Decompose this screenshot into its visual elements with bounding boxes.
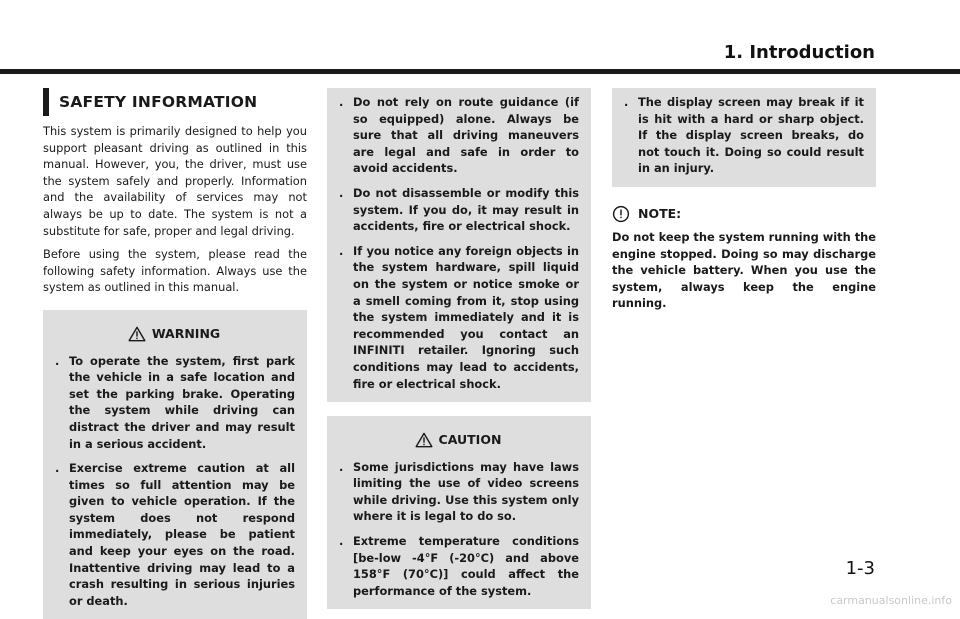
column-left	[43, 88, 307, 619]
warning-icon	[128, 326, 146, 342]
chapter-title: 1. Introduction	[723, 42, 875, 63]
intro-paragraph: This system is primarily designed to help you support pleasant driving as outlined in this manual. However, you, the driver, must use the system safely and properly. Information and the availability of services may not always be up to date. The system is not a substitute for safe, proper and legal driving.	[43, 124, 307, 238]
section-heading	[43, 88, 307, 116]
list-item	[53, 460, 295, 609]
list-item-text: If you notice any foreign objects in the system hardware, spill liquid on the system or notice smoke or a smell coming from it, stop using the system immediately and it is recommended you contact an INFINITI retailer. Ignoring such conditions may lead to accidents, fire or electrical shock.	[353, 243, 579, 391]
bullet: .	[339, 243, 344, 258]
section-title: SAFETY INFORMATION	[59, 92, 258, 111]
column-right	[612, 88, 876, 312]
header-rule	[0, 69, 960, 74]
bullet: .	[55, 461, 60, 476]
list-item-text: Do not rely on route guidance (if so equipped) alone. Always be sure that all driving maneuvers are legal and safe in order to avoid accidents.	[353, 95, 579, 176]
note-icon	[612, 205, 630, 223]
caution-box	[327, 416, 591, 609]
list-item-text: Some jurisdictions may have laws limiting the use of video screens while driving. Use this system only where it is legal to do so.	[353, 459, 579, 524]
page-number: 1-3	[845, 558, 875, 579]
note-heading	[612, 205, 876, 223]
caution-box-continued	[612, 88, 876, 187]
intro-paragraph: Before using the system, please read the following safety information. Always use the system as outlined in this manual.	[43, 247, 307, 295]
bullet: .	[339, 185, 344, 200]
column-middle	[327, 88, 591, 609]
watermark: carmanualsonline.info	[830, 594, 952, 607]
note-label: NOTE:	[638, 205, 682, 221]
list-item-text: Exercise extreme caution at all times so full attention may be given to vehicle operation. If the system does not respond immediately, please be patient and keep your eyes on the road. Inattentive driving may lead to a crash resulting in serious injuries or death.	[69, 461, 295, 608]
list-item	[53, 353, 295, 453]
list-item-text: Extreme temperature conditions [be-low -4°F (-20°C) and above 158°F (70°C)] could affect the performance of the system.	[353, 534, 579, 598]
caution-icon	[415, 432, 433, 448]
warning-box	[43, 310, 307, 619]
warning-box-continued	[327, 88, 591, 402]
warning-heading	[53, 326, 295, 343]
caution-heading	[337, 432, 579, 449]
bullet: .	[339, 95, 344, 109]
bullet: .	[339, 459, 344, 474]
bullet: .	[55, 353, 60, 368]
list-item	[337, 185, 579, 235]
list-item	[337, 533, 579, 599]
list-item-text: The display screen may break if it is hit with a hard or sharp object. If the display screen breaks, do not touch it. Doing so could result in an injury.	[638, 95, 864, 176]
caution-label: CAUTION	[438, 432, 502, 448]
warning-label: WARNING	[151, 325, 221, 341]
list-item-text: To operate the system, first park the vehicle in a safe location and set the parking brake. Operating the system while driving can distract the driver and may result in a serious accident.	[69, 353, 295, 451]
list-item	[337, 243, 579, 392]
bullet: .	[339, 534, 344, 549]
list-item	[337, 94, 579, 177]
list-item-text: Do not disassemble or modify this system. If you do, it may result in accidents, fire or electrical shock.	[353, 185, 579, 234]
section-bar	[43, 88, 49, 116]
list-item	[622, 94, 864, 177]
note-text: Do not keep the system running with the engine stopped. Doing so may discharge the vehicle battery. When you use the system, always keep the engine running.	[612, 229, 876, 311]
list-item	[337, 459, 579, 525]
bullet: .	[624, 95, 629, 109]
